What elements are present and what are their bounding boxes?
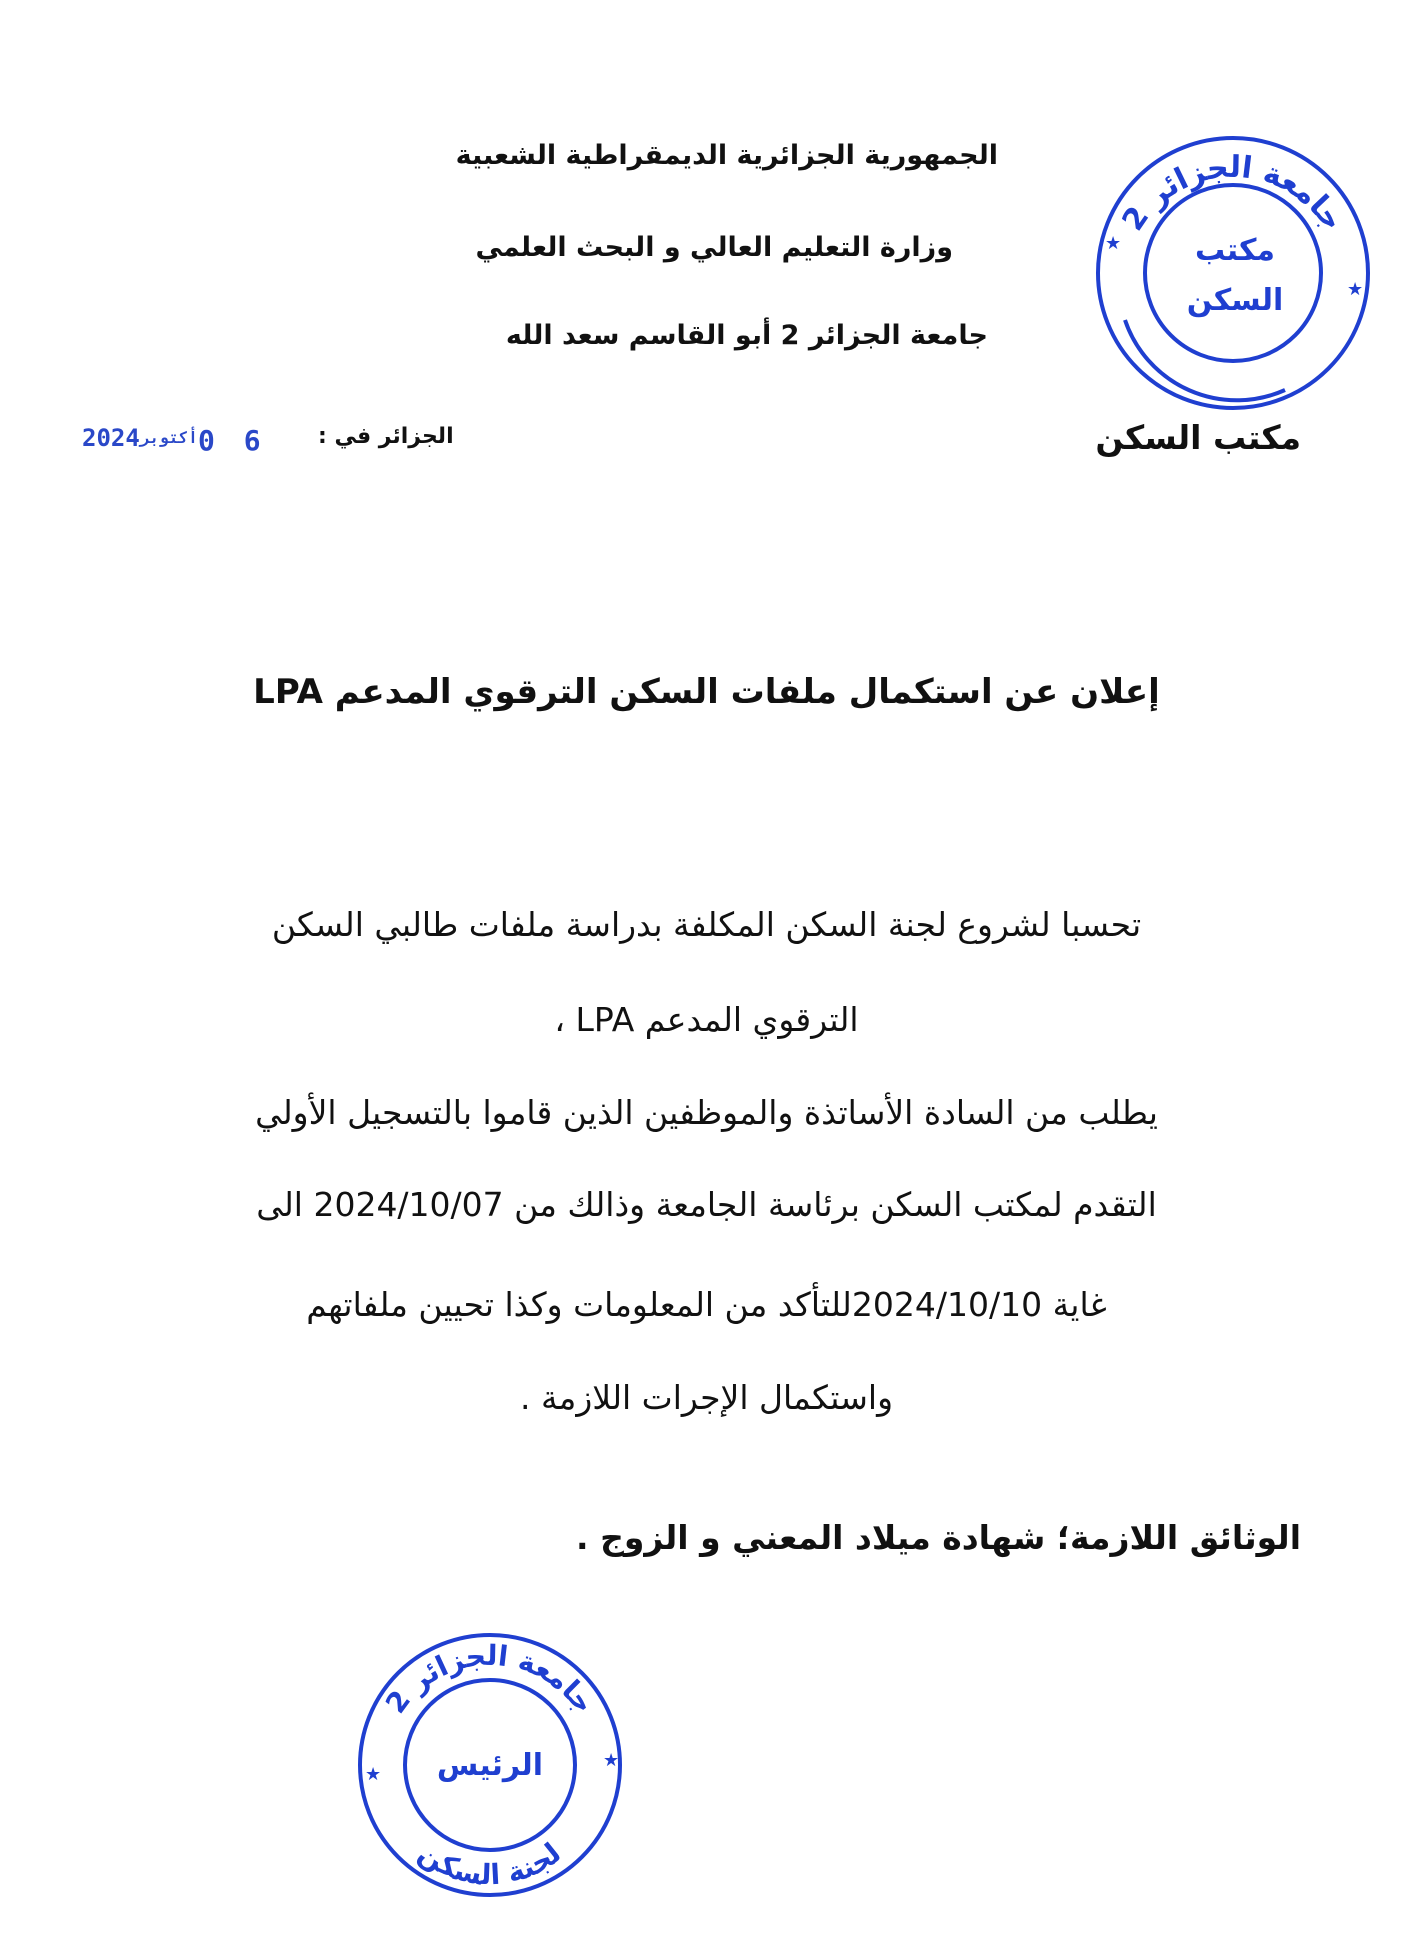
stamp-ring-text: جامعة الجزائر 2: [1115, 149, 1351, 238]
stamp-center: الرئيس: [436, 1748, 544, 1783]
stamp-inner-ring: [1145, 185, 1321, 361]
body-line: تحسبا لشروع لجنة السكن المكلفة بدراسة ملفات طالبي السكن: [271, 905, 1142, 944]
stamp-center-line2: السكن: [1186, 283, 1284, 318]
date-label: الجزائر في :: [318, 424, 454, 449]
housing-office-stamp: [1085, 135, 1380, 410]
date-month: أكتوبر: [140, 428, 198, 447]
header-ministry: وزارة التعليم العالي و البحث العلمي: [475, 232, 953, 263]
stamp-ring-text-top: جامعة الجزائر 2: [378, 1638, 602, 1720]
body-line: يطلب من السادة الأساتذة والموظفين الذين قاموا بالتسجيل الأولي: [255, 1093, 1158, 1132]
body-line: واستكمال الإجرات اللازمة .: [519, 1378, 894, 1417]
body-line: غاية 2024/10/10للتأكد من المعلومات وكذا تحيين ملفاتهم: [306, 1285, 1107, 1324]
date-year: 2024: [82, 424, 140, 452]
announcement-title: إعلان عن استكمال ملفات السكن الترقوي المدعم LPA: [253, 672, 1160, 712]
stamp-center-line1: مكتب: [1194, 233, 1276, 268]
body-line: التقدم لمكتب السكن برئاسة الجامعة وذالك من 2024/10/07 الى: [256, 1185, 1157, 1224]
star-icon: ★: [603, 1750, 620, 1771]
header-university: جامعة الجزائر 2 أبو القاسم سعد الله: [505, 320, 988, 351]
office-label: مكتب السكن: [1095, 418, 1301, 457]
star-icon: ★: [1105, 233, 1122, 254]
committee-president-stamp: [345, 1630, 635, 1905]
body-line: الترقوي المدعم LPA ،: [554, 1000, 859, 1039]
required-documents: الوثائق اللازمة؛ شهادة ميلاد المعني و الزوج .: [576, 1518, 1301, 1557]
star-icon: ★: [365, 1764, 382, 1785]
date-day: 0 6: [198, 424, 267, 457]
star-icon: ★: [1347, 279, 1364, 300]
stamp-ring-text-bottom: لجنة السكن: [412, 1835, 568, 1892]
header-republic: الجمهورية الجزائرية الديمقراطية الشعبية: [455, 140, 998, 171]
